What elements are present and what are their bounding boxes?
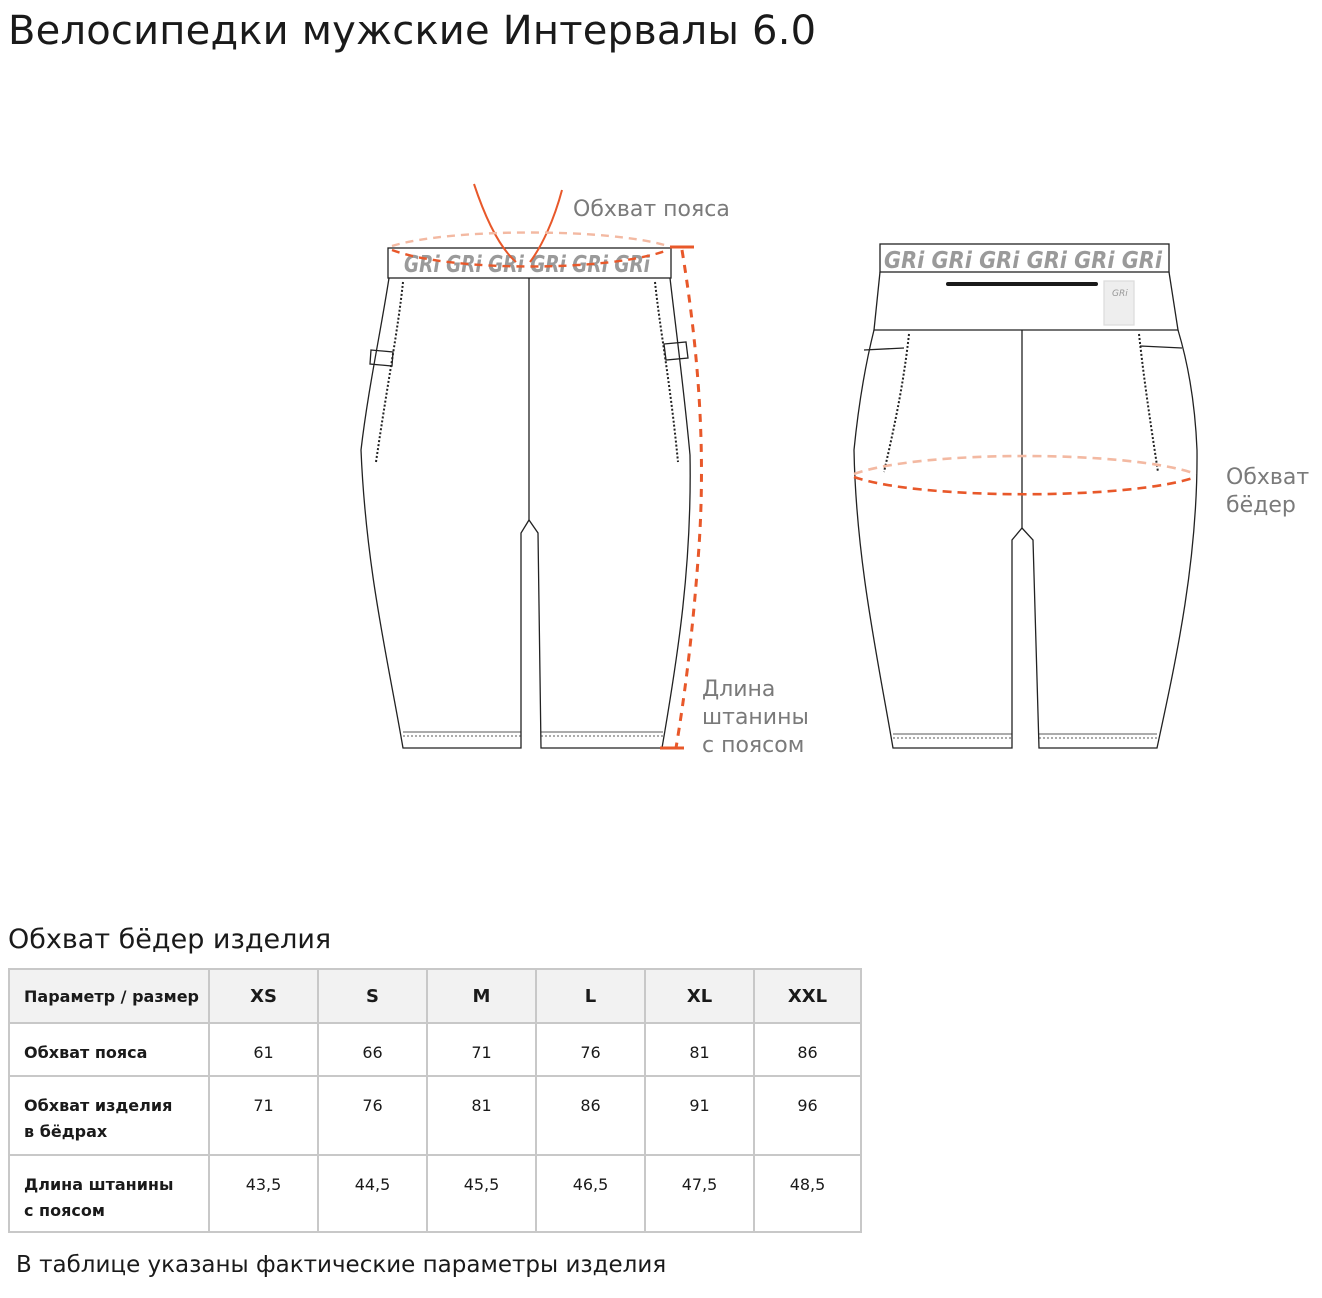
row-param: Длина штанины с поясом	[9, 1155, 209, 1232]
length-measure	[660, 247, 701, 748]
table-row	[9, 1076, 861, 1155]
table-row	[9, 1023, 861, 1076]
front-right-zip	[655, 282, 678, 462]
table-cell: 76	[318, 1076, 427, 1155]
table-row	[9, 1155, 861, 1232]
back-label-patch	[1104, 281, 1134, 325]
hips-measure	[854, 456, 1196, 494]
size-table	[8, 968, 862, 1233]
header-size-xl: XL	[645, 969, 754, 1023]
table-cell: 48,5	[754, 1155, 861, 1232]
table-header-row	[9, 969, 861, 1023]
header-param: Параметр / размер	[9, 969, 209, 1023]
header-size-xs: XS	[209, 969, 318, 1023]
footnote: В таблице указаны фактические параметры изделия	[16, 1252, 667, 1278]
table-cell: 81	[645, 1023, 754, 1076]
header-size-xxl: XXL	[754, 969, 861, 1023]
table-cell: 71	[209, 1076, 318, 1155]
table-cell: 86	[536, 1076, 645, 1155]
table-cell: 71	[427, 1023, 536, 1076]
length-label: Длина штанины с поясом	[702, 677, 809, 758]
table-cell: 81	[427, 1076, 536, 1155]
table-cell: 91	[645, 1076, 754, 1155]
front-view	[361, 248, 690, 748]
front-left-zip	[376, 282, 403, 462]
header-size-l: L	[536, 969, 645, 1023]
table-cell: 46,5	[536, 1155, 645, 1232]
table-cell: 45,5	[427, 1155, 536, 1232]
table-cell: 43,5	[209, 1155, 318, 1232]
table-cell: 96	[754, 1076, 861, 1155]
row-param: Обхват пояса	[9, 1023, 209, 1076]
back-waistband-print: GRi GRi GRi GRi GRi GRi	[884, 248, 1164, 274]
table-cell: 44,5	[318, 1155, 427, 1232]
table-title: Обхват бёдер изделия	[8, 924, 332, 955]
table-cell: 61	[209, 1023, 318, 1076]
table-cell: 47,5	[645, 1155, 754, 1232]
back-view	[854, 244, 1197, 748]
back-outline	[854, 330, 1197, 748]
header-size-s: S	[318, 969, 427, 1023]
waist-label: Обхват пояса	[573, 197, 730, 222]
front-left-outline	[361, 278, 690, 748]
front-waistband-print: GRi GRi GRi GRi GRi GRi	[404, 252, 651, 278]
back-patch-text: GRi	[1112, 289, 1128, 299]
table-cell: 76	[536, 1023, 645, 1076]
row-param: Обхват изделия в бёдрах	[9, 1076, 209, 1155]
table-cell: 66	[318, 1023, 427, 1076]
header-size-m: M	[427, 969, 536, 1023]
hips-label: Обхват бёдер	[1226, 465, 1310, 518]
page-title: Велосипедки мужские Интервалы 6.0	[8, 8, 817, 54]
table-cell: 86	[754, 1023, 861, 1076]
